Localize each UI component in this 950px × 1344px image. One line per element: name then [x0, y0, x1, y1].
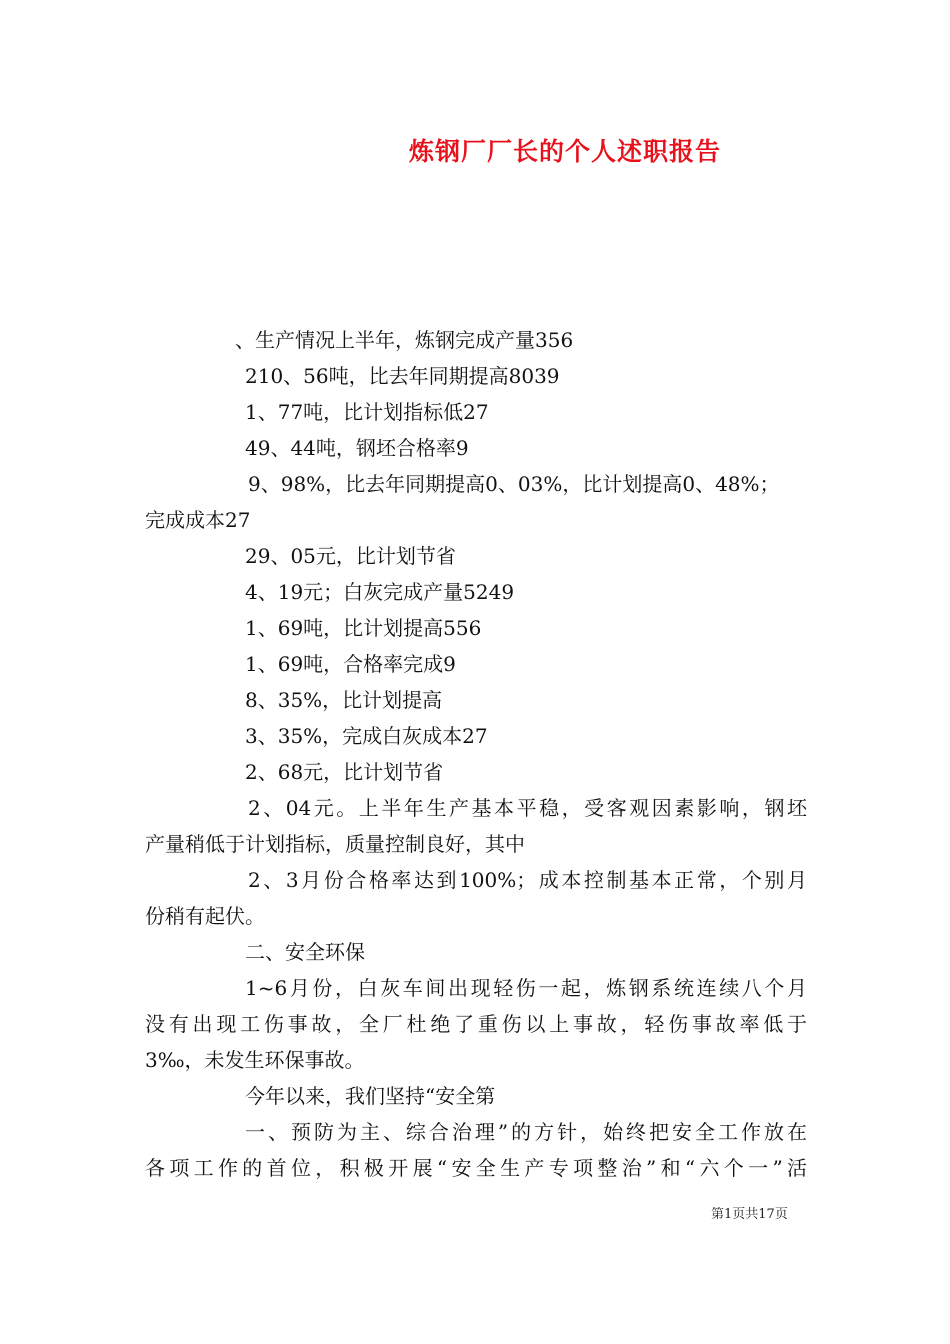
body-line: 1、69吨，比计划提高556 — [245, 616, 482, 640]
body-line: 3、35%，完成白灰成本27 — [245, 724, 488, 748]
body-line: 产量稍低于计划指标，质量控制良好，其中 — [145, 832, 525, 856]
body-line: 2、04元。上半年生产基本平稳，受客观因素影响，钢坯 — [248, 796, 807, 820]
document-title: 炼钢厂厂长的个人述职报告 — [408, 137, 721, 166]
body-line: 今年以来，我们坚持“安全第 — [245, 1084, 496, 1108]
body-line: 8、35%，比计划提高 — [245, 688, 443, 712]
body-line: 2、68元，比计划节省 — [245, 760, 444, 784]
body-line: 、生产情况上半年，炼钢完成产量356 — [235, 328, 574, 352]
body-line: 1~6月份，白灰车间出现轻伤一起，炼钢系统连续八个月 — [245, 976, 807, 1000]
body-line: 份稍有起伏。 — [145, 904, 265, 928]
body-line: 3‰，未发生环保事故。 — [145, 1048, 365, 1072]
document-body — [145, 322, 807, 1186]
section-heading: 二、安全环保 — [245, 940, 365, 964]
body-line: 9、98%，比去年同期提高0、03%，比计划提高0、48%； — [248, 472, 780, 496]
body-line: 49、44吨，钢坯合格率9 — [245, 436, 469, 460]
page-number: 第1页共17页 — [711, 1207, 788, 1222]
body-line: 1、77吨，比计划指标低27 — [245, 400, 489, 424]
body-line: 2、3月份合格率达到100%；成本控制基本正常，个别月 — [248, 868, 807, 892]
body-line: 没有出现工伤事故，全厂杜绝了重伤以上事故，轻伤事故率低于 — [145, 1012, 807, 1036]
body-line: 4、19元；白灰完成产量5249 — [245, 580, 515, 604]
body-line: 完成成本27 — [145, 508, 251, 532]
body-line: 29、05元，比计划节省 — [245, 544, 456, 568]
body-line: 各项工作的首位，积极开展“安全生产专项整治”和“六个一”活 — [145, 1156, 807, 1180]
body-line: 一、预防为主、综合治理”的方针，始终把安全工作放在 — [245, 1120, 807, 1144]
body-line: 210、56吨，比去年同期提高8039 — [245, 364, 560, 388]
body-line: 1、69吨，合格率完成9 — [245, 652, 456, 676]
